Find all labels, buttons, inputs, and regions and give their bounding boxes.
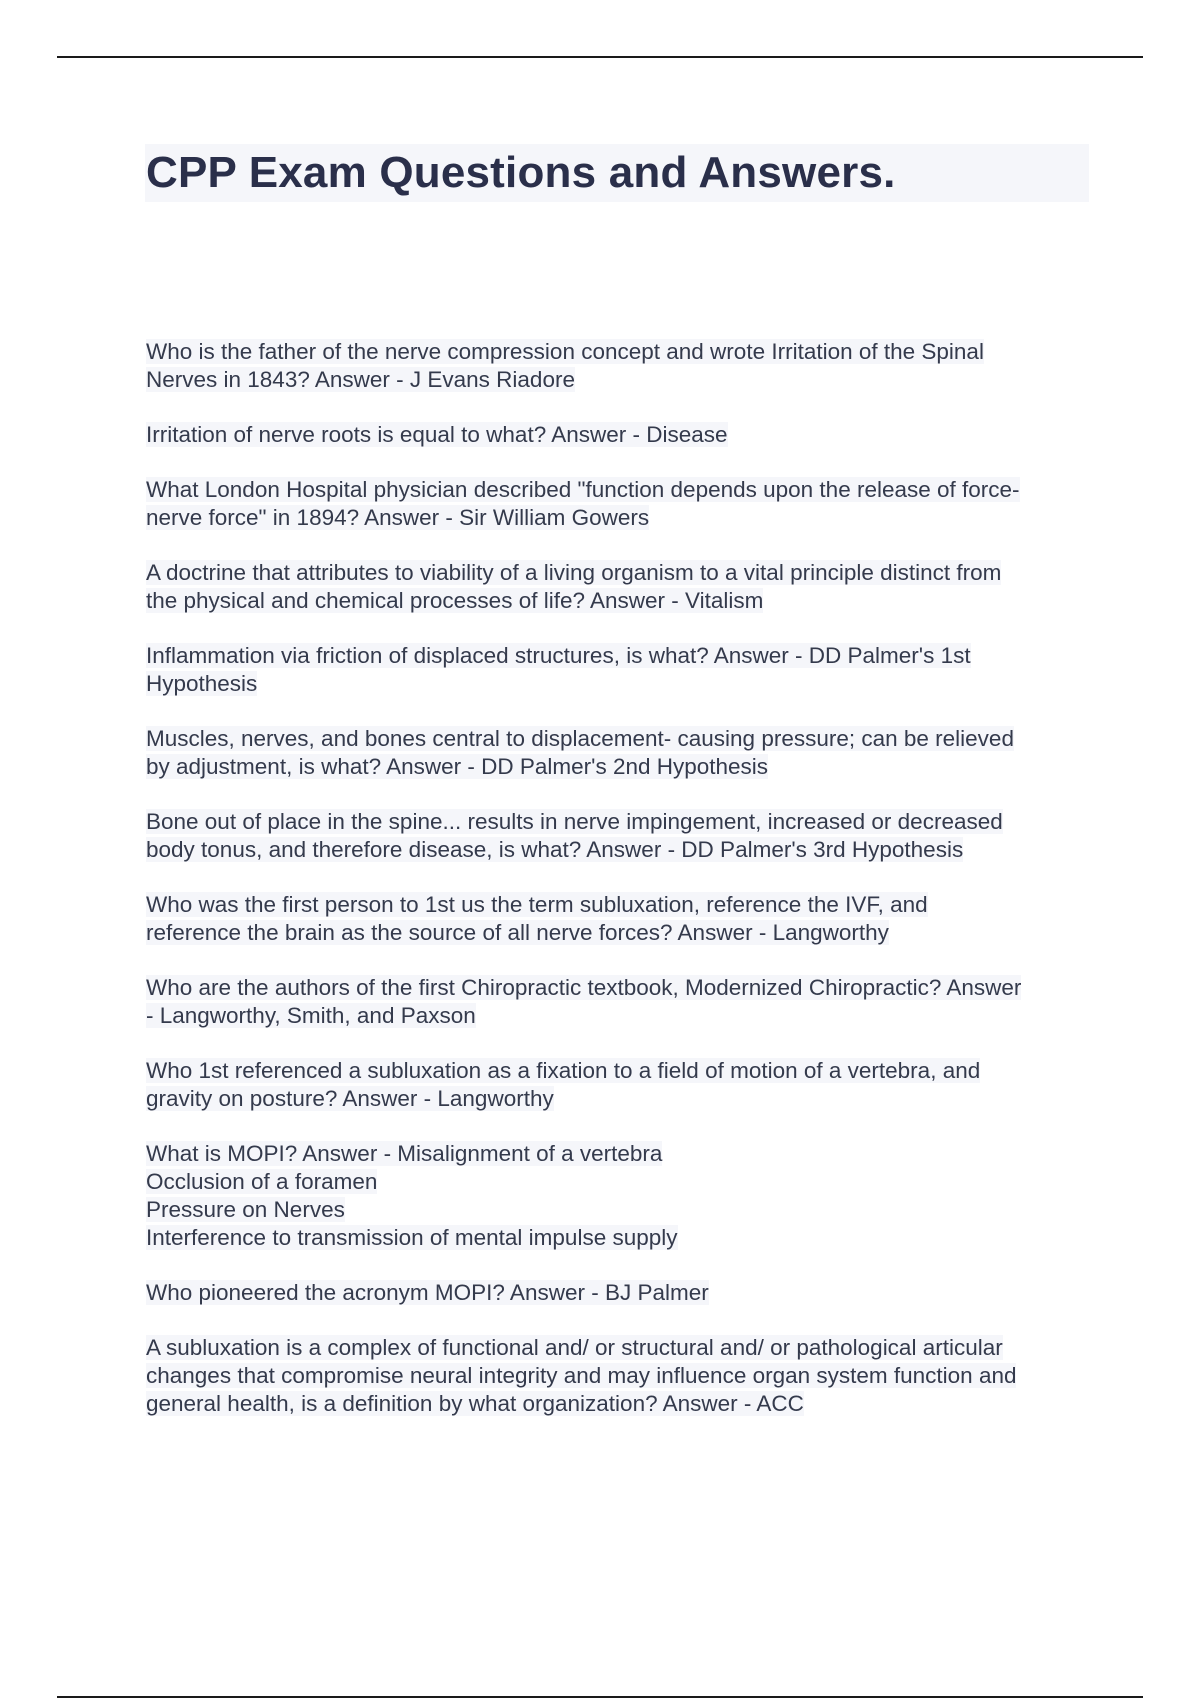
qa-item — [146, 725, 1096, 781]
qa-item — [146, 1057, 1096, 1113]
qa-item — [146, 891, 1096, 947]
page-title: CPP Exam Questions and Answers. — [146, 148, 896, 197]
qa-line: Who 1st referenced a subluxation as a fixation to a field of motion of a vertebra, and — [146, 1058, 981, 1083]
qa-item — [146, 974, 1096, 1030]
qa-line: What is MOPI? Answer - Misalignment of a vertebra — [146, 1141, 663, 1166]
qa-line: body tonus, and therefore disease, is what? Answer - DD Palmer's 3rd Hypothesis — [146, 837, 964, 862]
qa-line: Irritation of nerve roots is equal to what? Answer - Disease — [146, 422, 728, 447]
qa-line: general health, is a definition by what organization? Answer - ACC — [146, 1391, 804, 1416]
qa-line: Occlusion of a foramen — [146, 1169, 378, 1194]
qa-line: Who pioneered the acronym MOPI? Answer - BJ Palmer — [146, 1280, 709, 1305]
qa-list — [146, 338, 1096, 1445]
qa-item — [146, 808, 1096, 864]
qa-item — [146, 559, 1096, 615]
qa-line: Who are the authors of the first Chiropractic textbook, Modernized Chiropractic? Answer — [146, 975, 1022, 1000]
qa-line: Hypothesis — [146, 671, 258, 696]
header-rule — [57, 56, 1143, 58]
qa-line: reference the brain as the source of all nerve forces? Answer - Langworthy — [146, 920, 889, 945]
qa-item — [146, 421, 1096, 449]
qa-line: Interference to transmission of mental impulse supply — [146, 1225, 678, 1250]
qa-line: Inflammation via friction of displaced structures, is what? Answer - DD Palmer's 1st — [146, 643, 971, 668]
qa-item — [146, 338, 1096, 394]
qa-item — [146, 642, 1096, 698]
qa-line: - Langworthy, Smith, and Paxson — [146, 1003, 476, 1028]
qa-line: changes that compromise neural integrity and may influence organ system function and — [146, 1363, 1017, 1388]
qa-line: Who is the father of the nerve compression concept and wrote Irritation of the Spinal — [146, 339, 984, 364]
qa-item — [146, 1279, 1096, 1307]
footer-rule — [57, 1696, 1143, 1698]
qa-line: Nerves in 1843? Answer - J Evans Riadore — [146, 367, 575, 392]
qa-line: A subluxation is a complex of functional and/ or structural and/ or pathological articular — [146, 1335, 1003, 1360]
qa-item — [146, 1334, 1096, 1418]
qa-line: Bone out of place in the spine... results in nerve impingement, increased or decreased — [146, 809, 1003, 834]
qa-line: Muscles, nerves, and bones central to displacement- causing pressure; can be relieved — [146, 726, 1014, 751]
qa-line: Who was the first person to 1st us the term subluxation, reference the IVF, and — [146, 892, 928, 917]
qa-line: What London Hospital physician described "function depends upon the release of force- — [146, 477, 1020, 502]
qa-line: Pressure on Nerves — [146, 1197, 345, 1222]
qa-line: the physical and chemical processes of life? Answer - Vitalism — [146, 588, 764, 613]
qa-item — [146, 476, 1096, 532]
qa-line: A doctrine that attributes to viability of a living organism to a vital principle distinct from — [146, 560, 1002, 585]
qa-line: nerve force" in 1894? Answer - Sir William Gowers — [146, 505, 650, 530]
qa-line: by adjustment, is what? Answer - DD Palmer's 2nd Hypothesis — [146, 754, 769, 779]
qa-item — [146, 1140, 1096, 1252]
qa-line: gravity on posture? Answer - Langworthy — [146, 1086, 554, 1111]
